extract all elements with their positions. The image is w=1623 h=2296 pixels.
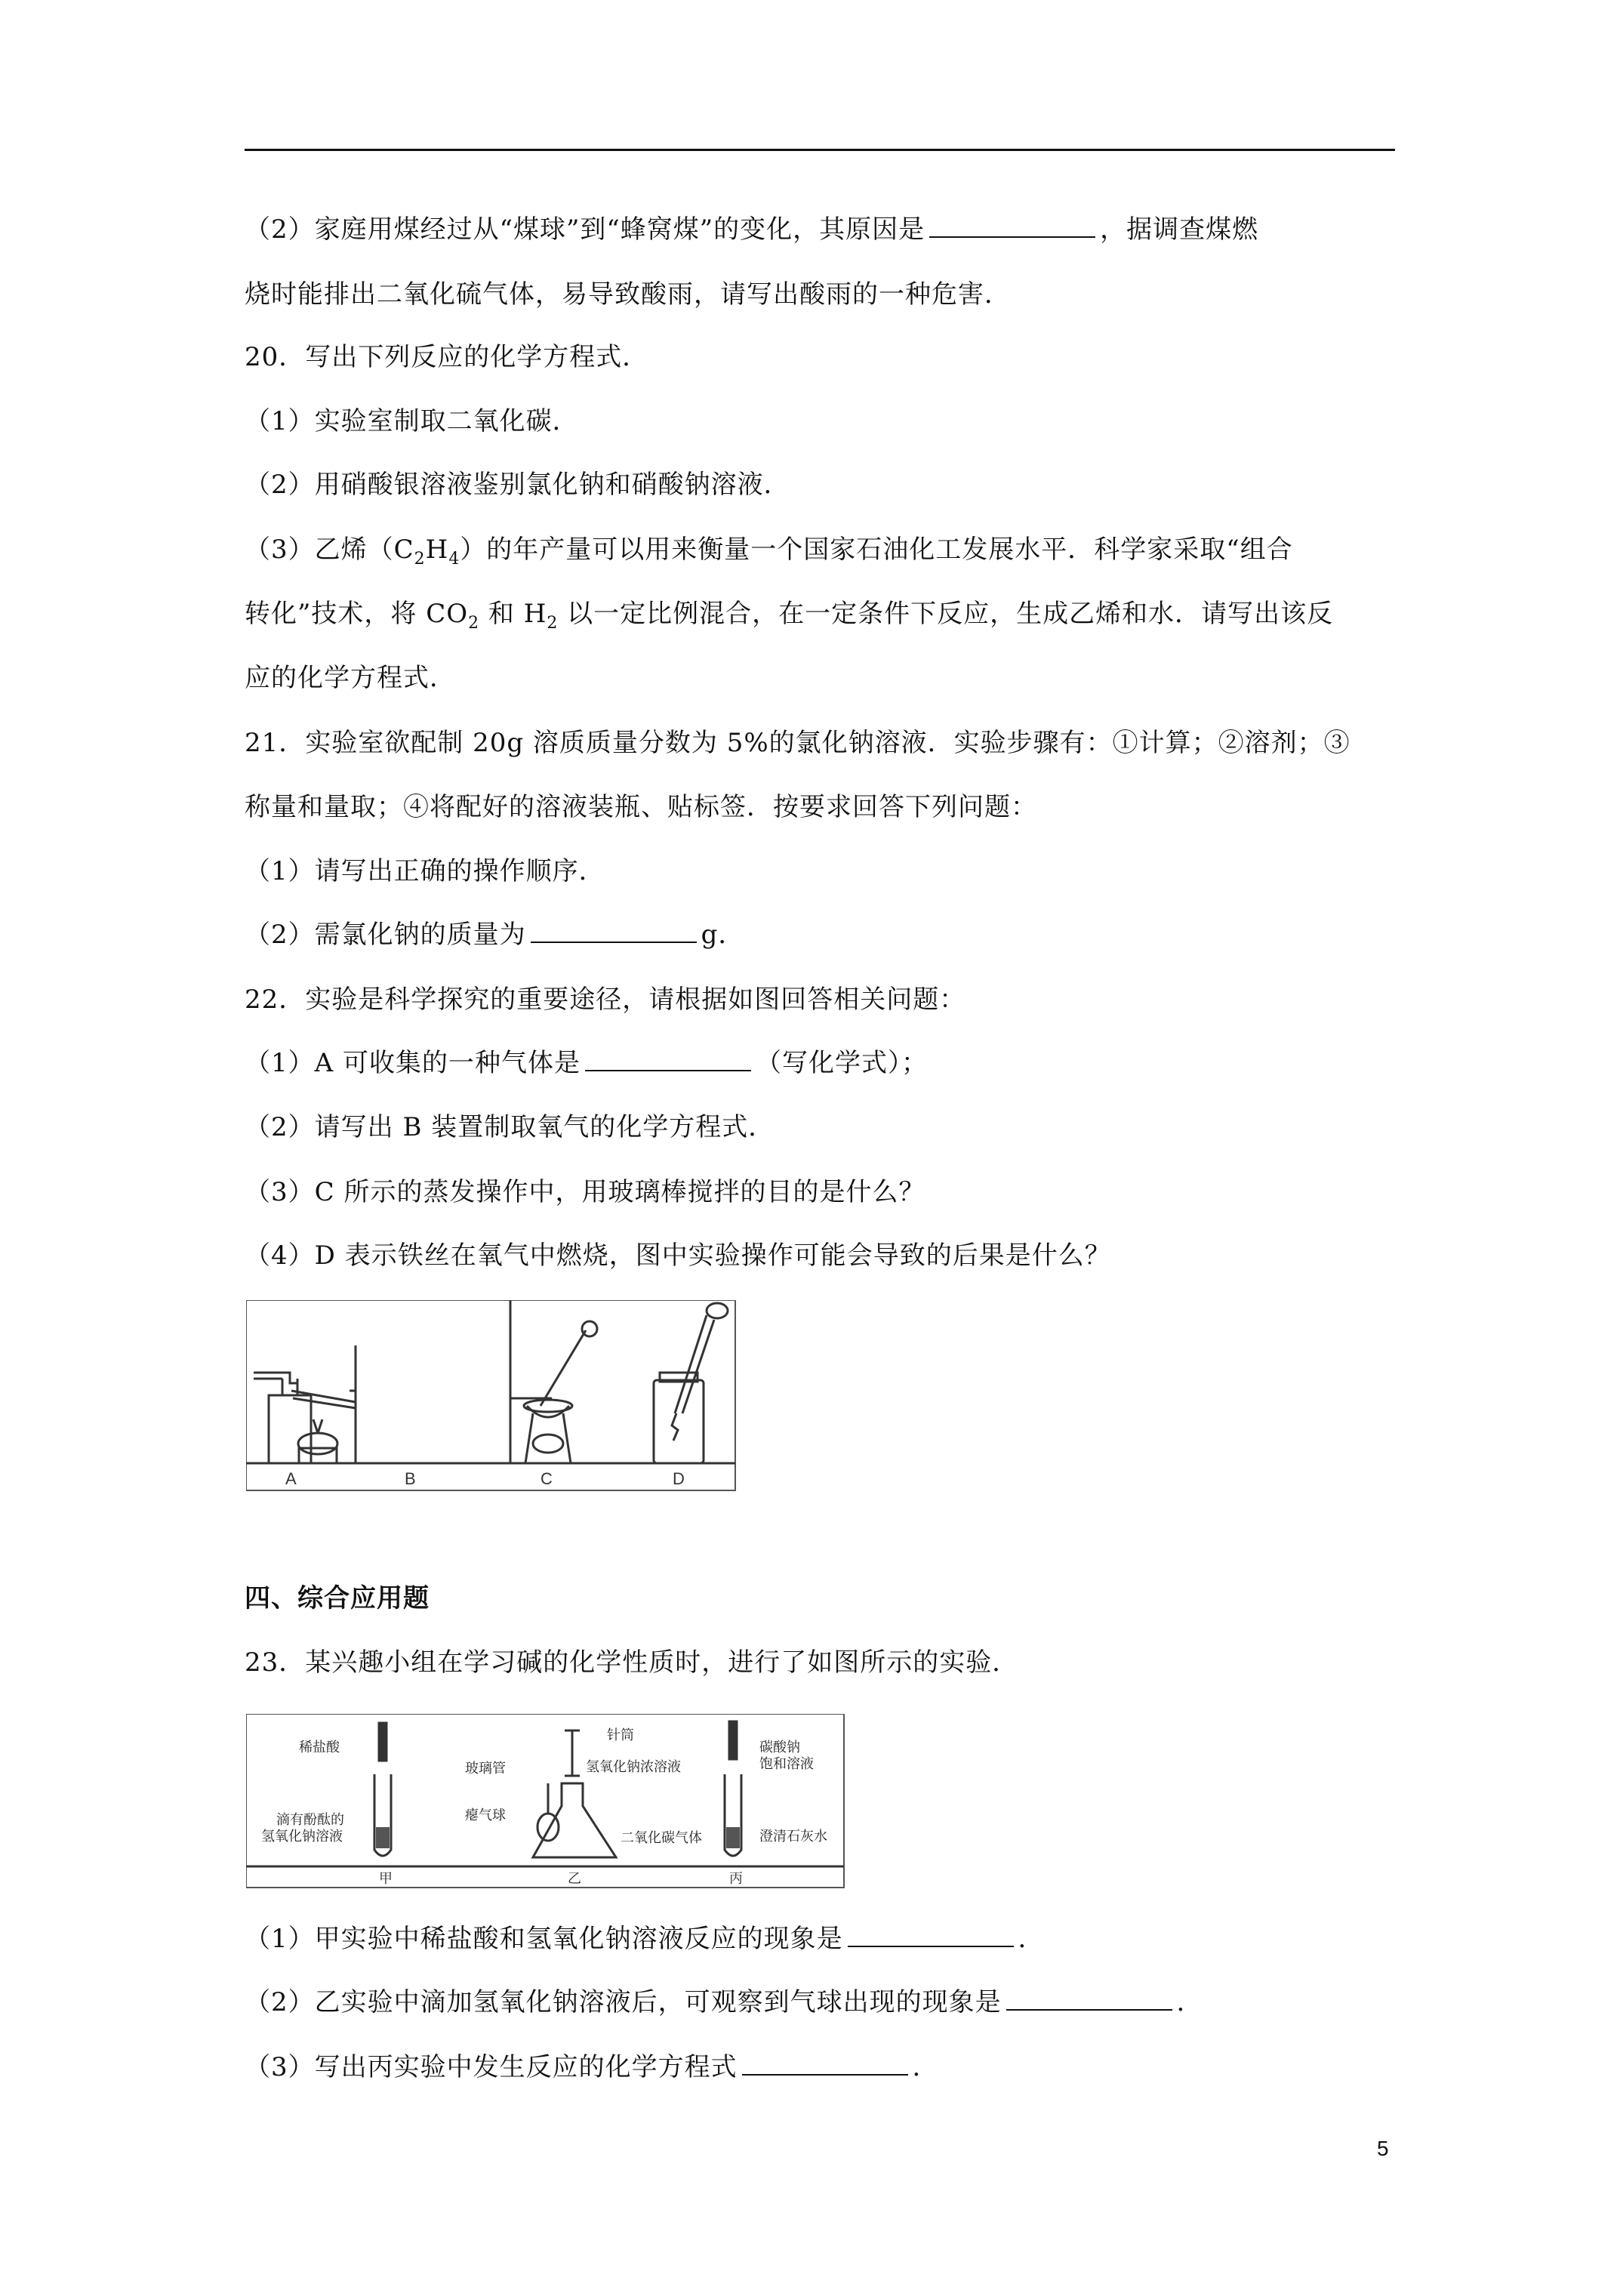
label-na2co3: 碳酸钠 — [759, 1740, 800, 1755]
fig-label-c: C — [540, 1469, 553, 1488]
q23-stem: 23．某兴趣小组在学习碱的化学性质时，进行了如图所示的实验． — [245, 1647, 1019, 1678]
q20-sub1: （1）实验室制取二氧化碳． — [245, 406, 579, 436]
answer-blank[interactable] — [1006, 1986, 1172, 2011]
label-glass-tube: 玻璃管 — [465, 1761, 506, 1777]
section-title: 四、综合应用题 — [245, 1583, 430, 1613]
q19-2-line2: 烧时能排出二氧化硫气体，易导致酸雨，请写出酸雨的一种危害． — [245, 279, 1011, 310]
label-syringe: 针筒 — [607, 1727, 634, 1743]
q22-sub2: （2）请写出 B 装置制取氧气的化学方程式． — [245, 1112, 775, 1142]
label-phenolphthalein: 滴有酚酞的 — [276, 1812, 344, 1828]
q20-stem: 20．写出下列反应的化学方程式． — [245, 342, 649, 372]
q22-sub3: （3）C 所示的蒸发操作中，用玻璃棒搅拌的目的是什么？ — [245, 1177, 925, 1207]
q19-2-line1 — [245, 213, 1258, 246]
q22-stem: 22．实验是科学探究的重要途径，请根据如图回答相关问题： — [245, 985, 966, 1015]
label-limewater: 澄清石灰水 — [759, 1829, 827, 1845]
q19-2-text: （2）家庭用煤经过从“煤球”到“蜂窝煤”的变化，其原因是 — [245, 214, 925, 245]
fig-label-b: B — [405, 1469, 416, 1488]
fig-label-d: D — [673, 1469, 685, 1488]
q20-sub3-line1: （3）乙烯$(C_2H_4)$的年产量可以用来衡量一个国家石油化工发展水平．科学家采取“组合 — [245, 535, 1293, 569]
q21-stem-line2: 称量和量取；④将配好的溶液装瓶、贴标签．按要求回答下列问题： — [245, 792, 1037, 822]
answer-blank[interactable] — [531, 919, 697, 943]
label-balloon: 瘪气球 — [465, 1808, 506, 1823]
q22-sub4: （4）D 表示铁丝在氧气中燃烧，图中实验操作可能会导致的后果是什么？ — [245, 1240, 1111, 1271]
q21-sub2: （2）需氯化钠的质量为 g． — [245, 920, 745, 950]
q23-sub1: （1）甲实验中稀盐酸和氢氧化钠溶液反应的现象是 ． — [245, 1924, 1045, 1954]
q23-sub3: （3）写出丙实验中发生反应的化学方程式 ． — [245, 2052, 939, 2082]
answer-blank[interactable] — [929, 214, 1095, 238]
q23-experiment-figure — [246, 1714, 845, 1889]
label-co2-gas: 二氧化碳气体 — [621, 1830, 702, 1846]
q20-sub2: （2）用硝酸银溶液鉴别氯化钠和硝酸钠溶液． — [245, 470, 790, 500]
label-conc-naoh: 氢氧化钠浓溶液 — [586, 1759, 681, 1775]
q21-sub1: （1）请写出正确的操作顺序． — [245, 856, 605, 886]
label-naoh-solution: 氢氧化钠溶液 — [261, 1829, 343, 1845]
q23-sub2: （2）乙实验中滴加氢氧化钠溶液后，可观察到气球出现的现象是 ． — [245, 1987, 1203, 2017]
q22-sub1: （1）A 可收集的一种气体是 （写化学式）； — [245, 1048, 928, 1078]
label-jia: 甲 — [379, 1871, 393, 1887]
label-saturated-solution: 饱和溶液 — [759, 1756, 814, 1772]
q19-2-text-cont: ，据调查煤燃 — [1100, 214, 1259, 245]
q22-apparatus-figure — [246, 1300, 737, 1492]
page-number: 5 — [1377, 2137, 1389, 2160]
label-yi: 乙 — [568, 1871, 581, 1887]
q21-stem-line1: 21．实验室欲配制 20g 溶质质量分数为 5%的氯化钠溶液．实验步骤有：①计算；②溶剂；③ — [245, 728, 1350, 758]
answer-blank[interactable] — [742, 2051, 908, 2076]
fig-label-a: A — [285, 1469, 297, 1488]
answer-blank[interactable] — [585, 1047, 751, 1071]
answer-blank[interactable] — [848, 1923, 1014, 1947]
header-rule — [245, 149, 1395, 151]
q20-sub3-line3: 应的化学方程式． — [245, 663, 456, 693]
label-dilute-hcl: 稀盐酸 — [299, 1740, 340, 1755]
label-bing: 丙 — [729, 1871, 743, 1887]
q20-sub3-line2: 转化”技术，将 $CO_2$ 和 $H_2$ 以一定比例混合，在一定条件下反应，生成乙烯和水．请写出该反 — [245, 599, 1334, 633]
